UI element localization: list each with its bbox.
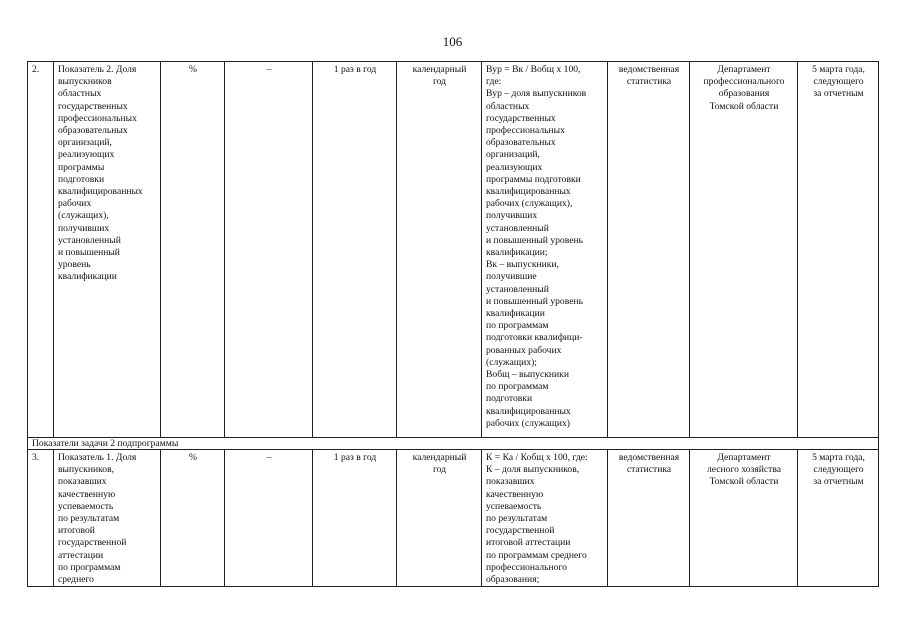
indicator-name: Показатель 2. Доля выпускников областных государственных профессиональных образовательных организаций, реализующих программы подготовки квалифицированных рабочих (служащих), получивших установленный и повышенный уровень квалификации <box>54 62 161 438</box>
unit: % <box>161 62 225 438</box>
table-row <box>28 62 879 438</box>
deadline: 5 марта года, следующего за отчетным <box>798 62 879 438</box>
formula: К = Ка / Кобщ x 100, где: К – доля выпускников, показавших качественную успеваемость по результатам государственной итоговой аттестации по программам среднего профессионального образования; <box>482 450 608 587</box>
unit: % <box>161 450 225 587</box>
responsible: Департамент профессионального образования Томской области <box>690 62 798 438</box>
indicator-name: Показатель 1. Доля выпускников, показавших качественную успеваемость по результатам итоговой государственной аттестации по программам среднего <box>54 450 161 587</box>
period: календарный год <box>397 450 482 587</box>
row-number: 2. <box>28 62 54 438</box>
column-4: – <box>225 450 313 587</box>
formula: Вур = Вк / Вобщ x 100, где: Вур – доля выпускников областных государственных профессиональных образовательных организаций, реализующих программы подготовки квалифицированных рабочих (служащих), получивших установленный и повышенный уровень квалификации; Вк – выпускники, получившие установленный и повышенный уровень квалификации по программам подготовки квалифици- рованных рабочих (служащих); Вобщ – выпускники по программам подготовки квалифицированных рабочих (служащих) <box>482 62 608 438</box>
table-row <box>28 450 879 587</box>
frequency: 1 раз в год <box>313 450 397 587</box>
column-4: – <box>225 62 313 438</box>
deadline: 5 марта года, следующего за отчетным <box>798 450 879 587</box>
responsible: Департамент лесного хозяйства Томской области <box>690 450 798 587</box>
row-number: 3. <box>28 450 54 587</box>
section-row <box>28 438 879 450</box>
data-source: ведомственная статистика <box>608 450 690 587</box>
period: календарный год <box>397 62 482 438</box>
frequency: 1 раз в год <box>313 62 397 438</box>
indicators-table <box>27 61 879 587</box>
page-number: 106 <box>442 34 463 49</box>
section-title: Показатели задачи 2 подпрограммы <box>28 438 879 450</box>
data-source: ведомственная статистика <box>608 62 690 438</box>
